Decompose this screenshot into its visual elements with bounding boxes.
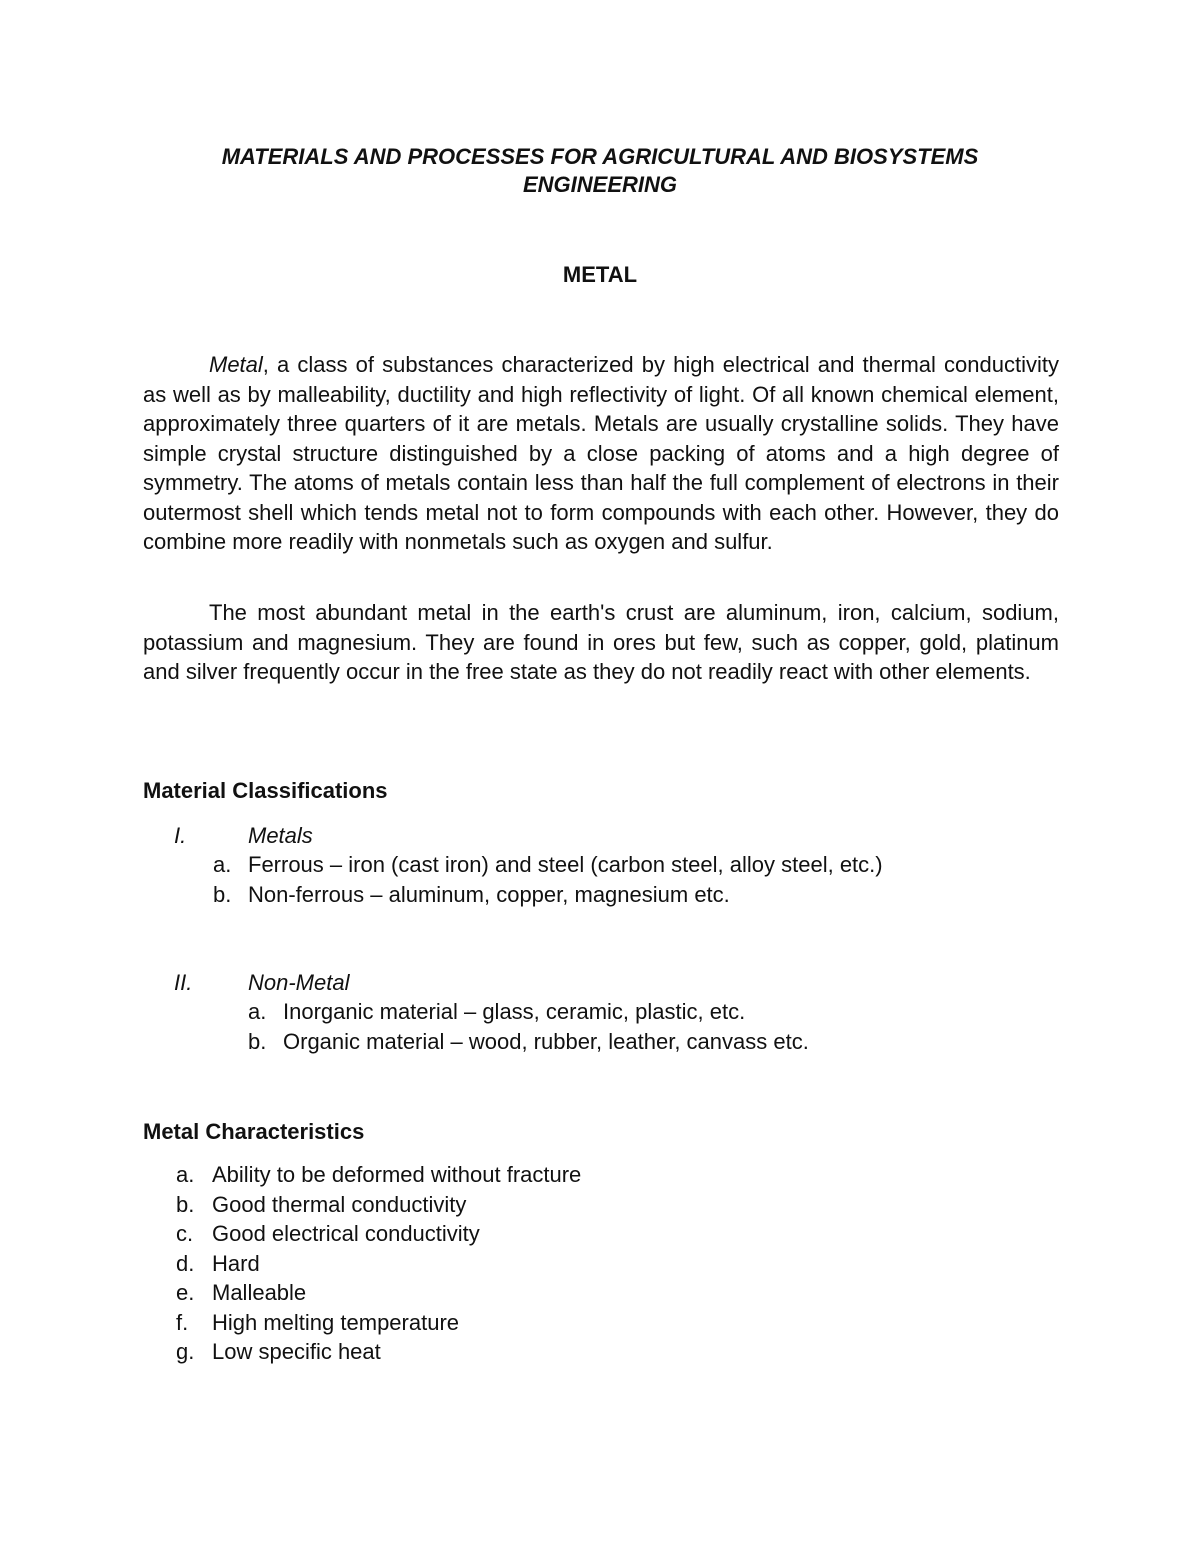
list-letter: a. (248, 999, 267, 1024)
list-text: Ferrous – iron (cast iron) and steel (carbon steel, alloy steel, etc.) (248, 852, 883, 877)
list-letter: c. (176, 1221, 194, 1246)
list-letter: a. (176, 1162, 195, 1187)
list-letter: g. (176, 1339, 195, 1364)
list-letter: b. (248, 1028, 267, 1054)
classification-numeral: II. (174, 970, 193, 995)
section-title: METAL (562, 262, 638, 287)
document-title-line2: ENGINEERING (522, 172, 678, 197)
list-letter: a. (213, 852, 232, 877)
list-letter: e. (176, 1280, 195, 1305)
list-letter: d. (176, 1250, 195, 1276)
list-letter: b. (176, 1191, 195, 1217)
classification-numeral: I. (174, 823, 187, 848)
classification-label: Metals (248, 823, 313, 848)
list-text: High melting temperature (212, 1309, 460, 1335)
list-text: Inorganic material – glass, ceramic, plastic, etc. (283, 999, 746, 1024)
classifications-heading: Material Classifications (143, 778, 388, 803)
list-letter: b. (213, 881, 232, 907)
paragraph-abundance: The most abundant metal in the earth's crust are aluminum, iron, calcium, sodium, potassium and magnesium. They are found in ores but few, such as copper, gold, platinum and silver frequently occur in the free state as they do not readily react with other elements. (143, 600, 1059, 684)
document-title (120, 143, 1080, 199)
list-letter: f. (176, 1309, 189, 1335)
list-text: Good thermal conductivity (212, 1191, 467, 1217)
paragraph-intro (143, 350, 1059, 557)
list-text: Good electrical conductivity (212, 1221, 480, 1246)
paragraph-intro-body: , a class of substances characterized by high electrical and thermal conductivity as well as by malleability, ductility and high reflectivity of light. Of all known chemical element, approximately three quarters of it are metals. Metals are usually crystalline solids. They have simple crystal structure distinguished by a close packing of atoms and a high degree of symmetry. The atoms of metals contain less than half the full complement of electrons in their outermost shell which tends metal not to form compounds with each other. However, they do combine more readily with nonmetals such as oxygen and sulfur. (143, 352, 1059, 554)
list-text: Hard (212, 1250, 260, 1276)
list-text: Malleable (212, 1280, 307, 1305)
list-text: Non-ferrous – aluminum, copper, magnesium etc. (248, 881, 730, 907)
document-title-line1: MATERIALS AND PROCESSES FOR AGRICULTURAL AND BIOSYSTEMS (221, 144, 979, 169)
list-text: Ability to be deformed without fracture (212, 1162, 582, 1187)
list-text: Organic material – wood, rubber, leather, canvass etc. (283, 1028, 809, 1054)
paragraph-intro-lead: Metal (209, 352, 263, 377)
characteristics-heading: Metal Characteristics (143, 1119, 365, 1144)
list-text: Low specific heat (212, 1339, 381, 1364)
classification-label: Non-Metal (248, 970, 350, 995)
